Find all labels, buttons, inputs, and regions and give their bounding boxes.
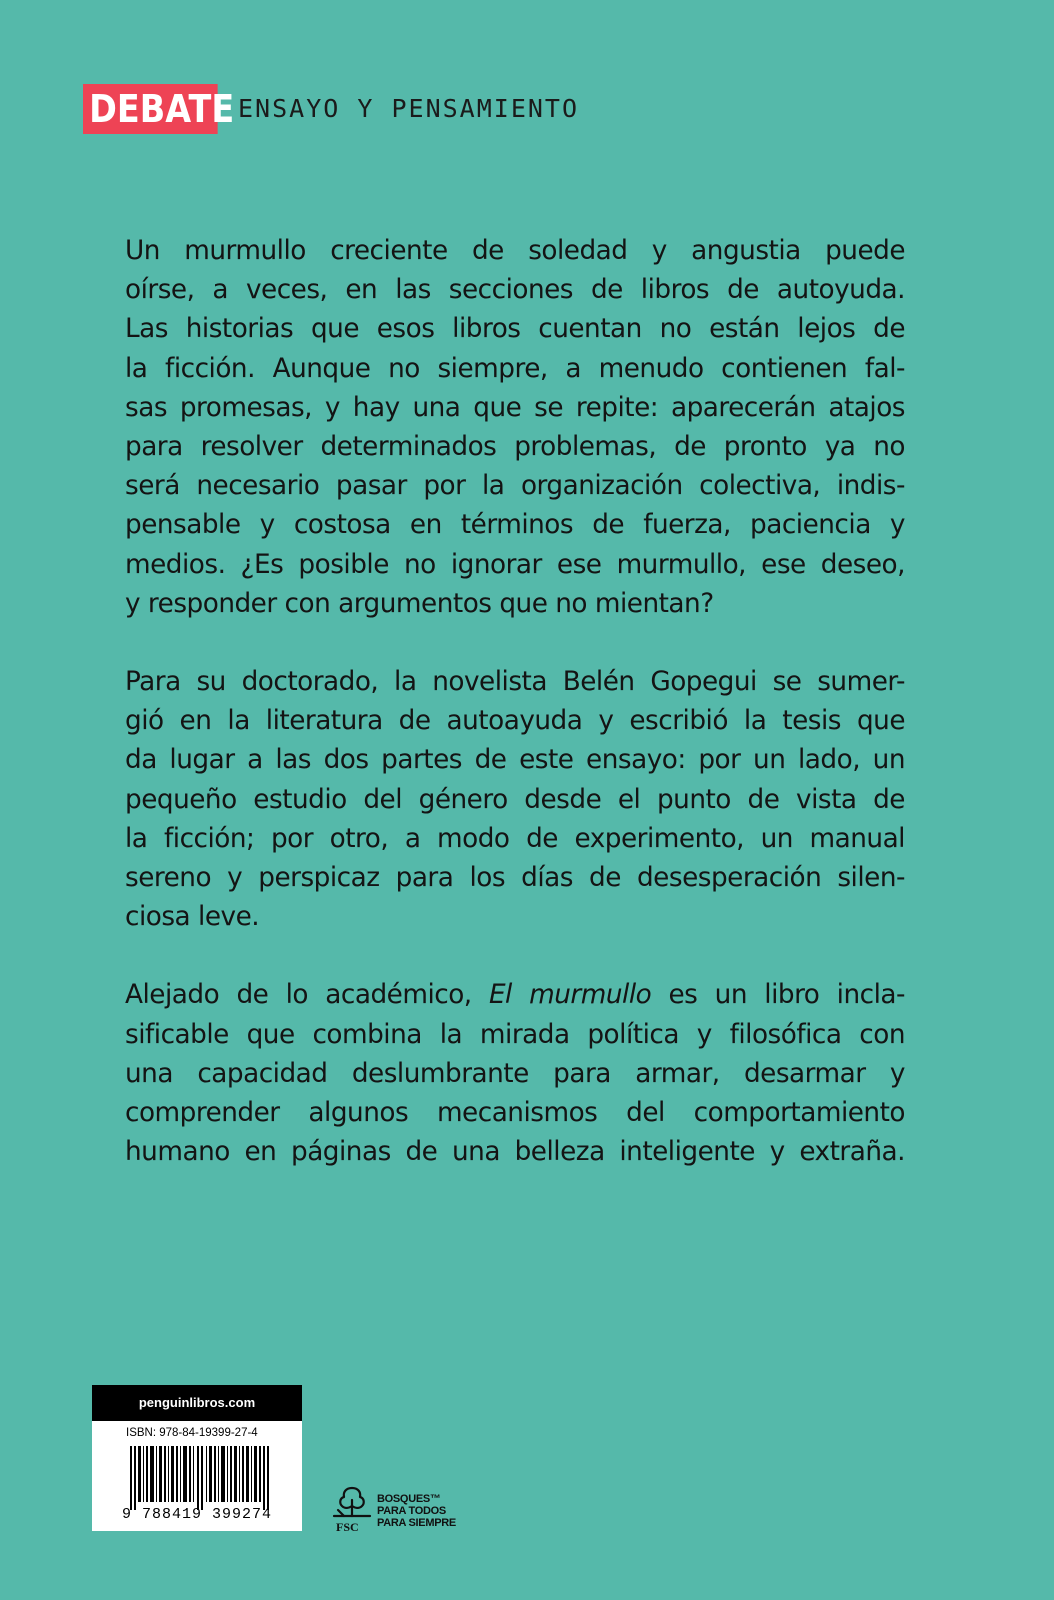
text-line: pequeño estudio del género desde el punto de vista de <box>125 784 905 815</box>
blurb-paragraph-3 <box>125 976 905 1172</box>
text-line: sificable que combina la mirada política y filosófica con <box>125 1019 905 1050</box>
publisher-logo: DEBATE <box>83 84 218 134</box>
book-title: El murmullo <box>488 980 652 1011</box>
text-line: comprender algunos mecanismos del comportamiento <box>125 1098 905 1129</box>
text-line: oírse, a veces, en las secciones de libros de autoyuda. <box>125 275 905 306</box>
blurb-paragraph-1 <box>125 232 905 624</box>
text-line: gió en la literatura de autoayuda y escribió la tesis que <box>125 706 905 737</box>
fsc-slogan-line: PARA SIEMPRE <box>377 1517 456 1529</box>
text-line: humano en páginas de una belleza inteligente y extraña. <box>125 1137 905 1168</box>
text-line: sereno y perspicaz para los días de desesperación silen- <box>125 863 905 894</box>
fsc-slogan-line: PARA TODOS <box>377 1505 446 1517</box>
text-line: sas promesas, y hay una que se repite: aparecerán atajos <box>125 392 905 423</box>
text-line: una capacidad deslumbrante para armar, desarmar y <box>125 1058 905 1089</box>
text-segment: es un libro incla- <box>651 980 906 1011</box>
text-line: para resolver determinados problemas, de pronto ya no <box>125 432 905 463</box>
text-line: y responder con argumentos que no mientan? <box>125 588 714 619</box>
blurb-paragraph-2 <box>125 663 905 937</box>
text-line: Un murmullo creciente de soledad y angustia puede <box>125 236 905 266</box>
text-line: la ficción; por otro, a modo de experimento, un manual <box>125 823 905 854</box>
text-line: será necesario pasar por la organización colectiva, indis- <box>125 471 905 502</box>
text-line: la ficción. Aunque no siempre, a menudo contienen fal- <box>125 353 905 384</box>
text-line: ciosa leve. <box>125 902 260 933</box>
collection-name: ENSAYO Y PENSAMIENTO <box>238 94 580 123</box>
text-line: da lugar a las dos partes de este ensayo: por un lado, un <box>125 745 905 776</box>
text-line <box>125 976 905 1015</box>
isbn-number: ISBN: 978-84-19399-27-4 <box>126 1427 258 1439</box>
fsc-slogan-line: BOSQUES™ <box>377 1493 441 1505</box>
text-line: Las historias que esos libros cuentan no están lejos de <box>125 314 905 345</box>
text-line: medios. ¿Es posible no ignorar ese murmullo, ese deseo, <box>125 549 905 580</box>
fsc-tree-icon <box>330 1480 374 1522</box>
header <box>83 84 580 134</box>
fsc-label: FSC <box>336 1520 359 1534</box>
website-link[interactable]: penguinlibros.com <box>92 1385 302 1421</box>
fsc-slogan <box>377 1493 456 1529</box>
book-blurb <box>125 232 905 1172</box>
isbn-block <box>92 1385 302 1531</box>
barcode-digits: 9 788419 399274 <box>122 1506 273 1523</box>
text-line: Para su doctorado, la novelista Belén Gopegui se sumer- <box>125 667 905 698</box>
text-segment: Alejado de lo académico, <box>125 980 489 1011</box>
text-line: pensable y costosa en términos de fuerza, paciencia y <box>125 510 905 541</box>
